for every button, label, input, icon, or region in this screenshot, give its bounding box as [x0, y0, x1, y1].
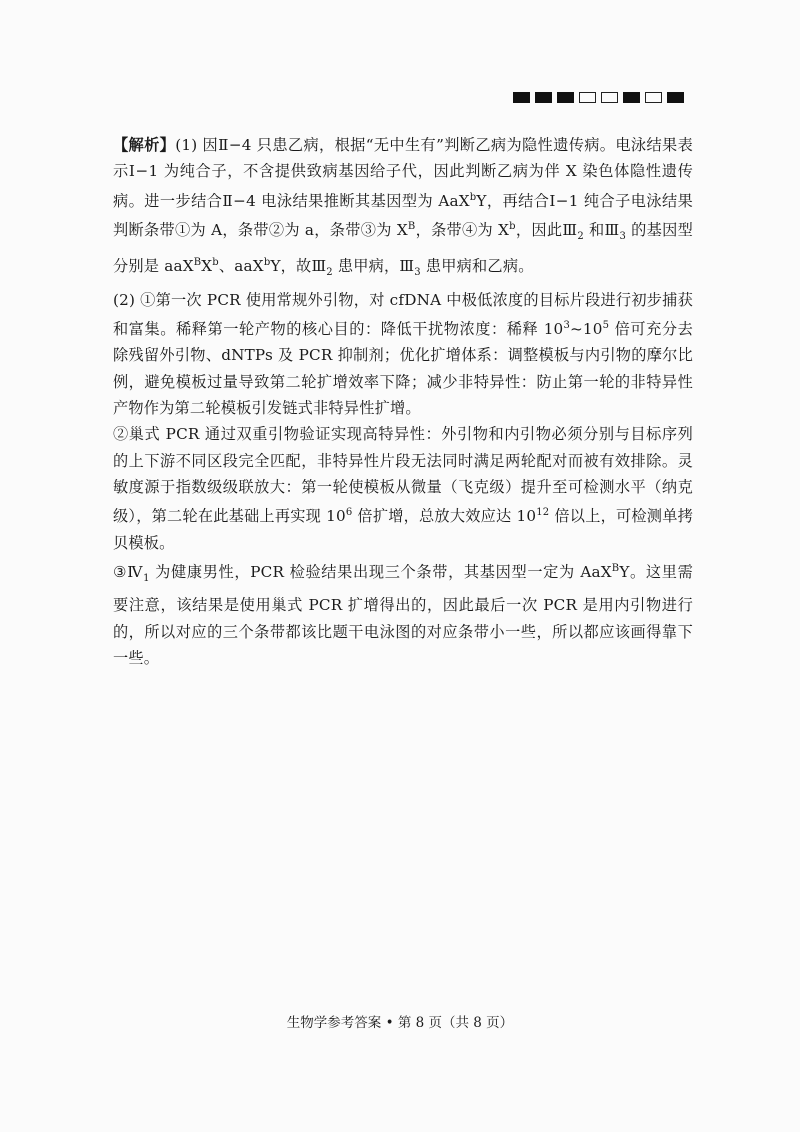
superscript: B: [407, 220, 416, 232]
header-marker-filled: [667, 92, 684, 103]
text-segment: 和Ⅲ: [583, 221, 620, 240]
text-segment: ②巢式 PCR 通过双重引物验证实现高特异性：外引物和内引物必须分别与目标序列的上下游不同区段完全匹配，非特异性片段无法同时满足两轮配对而被有效排除。灵敏度源于指数级级联放大：第一轮使模板从微量（飞克级）提升至可检测水平（纳克级），第二轮在此基础上再实现 10: [113, 425, 693, 526]
header-marker-filled: [513, 92, 530, 103]
superscript: 5: [602, 320, 610, 332]
text-segment: 的基因型分别是 aaX: [113, 221, 694, 276]
answer-content: [113, 132, 693, 671]
header-marker-filled: [623, 92, 640, 103]
superscript: 3: [563, 320, 570, 332]
text-segment: (1) 因Ⅱ−4 只患乙病，根据“无中生有”判断乙病为隐性遗传病。电泳结果表示Ⅰ−1 为纯合子，不含提供致病基因给子代，因此判断乙病为伴 X 染色体隐性遗传病。进一步结合Ⅱ−4 电泳结果推断其基因型为 AaX: [113, 136, 693, 210]
header-marker-empty: [645, 92, 662, 103]
superscript: 12: [536, 507, 550, 519]
header-marker-filled: [535, 92, 552, 103]
subscript: 2: [577, 231, 584, 243]
header-marker-filled: [557, 92, 574, 103]
text-segment: Y，再结合Ⅰ−1 纯合子电泳结果判断条带①为 A，条带②为 a，条带③为 X: [113, 191, 693, 240]
superscript: B: [193, 257, 202, 269]
text-segment: 、aaX: [218, 257, 264, 276]
subscript: 3: [619, 231, 627, 243]
superscript: b: [509, 220, 516, 232]
superscript: b: [469, 191, 477, 203]
superscript: 6: [345, 507, 353, 519]
section-label: 【解析】: [113, 136, 176, 154]
text-segment: 患甲病和乙病。: [420, 257, 534, 276]
text-segment: 倍以上，可检测单拷贝模板。: [113, 507, 693, 552]
answer-paragraph: [113, 132, 693, 287]
text-segment: ③Ⅳ: [113, 562, 144, 581]
text-segment: 倍可充分去除残留外引物、dNTPs 及 PCR 抑制剂；优化扩增体系：调整模板与内引物的摩尔比例，避免模板过量导致第二轮扩增效率下降；减少非特异性：防止第一轮的非特异性产物作为第二轮模板引发链式非特异性扩增。: [113, 320, 694, 417]
text-segment: ~10: [570, 320, 603, 339]
text-segment: 患甲病，Ⅲ: [332, 257, 415, 276]
text-segment: (2) ①第一次 PCR 使用常规外引物，对 cfDNA 中极低浓度的目标片段进行初步捕获和富集。稀释第一轮产物的核心目的：降低干扰物浓度：稀释 10: [113, 290, 693, 339]
text-segment: X: [201, 257, 213, 276]
answer-paragraph: [113, 287, 693, 422]
subscript: 2: [326, 267, 333, 279]
answer-paragraph: [113, 421, 693, 556]
text-segment: Y。这里需要注意，该结果是使用巢式 PCR 扩增得出的，因此最后一次 PCR 是用内引物进行的，所以对应的三个条带都该比题干电泳图的对应条带小一些，所以都应该画得靠下一些。: [113, 562, 693, 667]
answer-paragraph: [113, 556, 693, 671]
text-segment: 倍扩增，总放大效应达 10: [352, 507, 537, 526]
text-segment: ，条带④为 X: [415, 221, 510, 240]
subscript: 3: [414, 267, 421, 279]
subscript: 1: [143, 572, 150, 584]
text-segment: ，因此Ⅲ: [515, 221, 578, 240]
text-segment: 为健康男性，PCR 检验结果出现三个条带，其基因型一定为 AaX: [149, 562, 612, 581]
header-marker-empty: [579, 92, 596, 103]
page-marker-strip: [513, 92, 684, 103]
superscript: b: [263, 257, 271, 269]
header-marker-empty: [601, 92, 618, 103]
text-segment: Y，故Ⅲ: [270, 257, 327, 276]
superscript: b: [212, 257, 219, 269]
page-footer: 生物学参考答案 • 第 8 页（共 8 页）: [286, 1015, 514, 1031]
superscript: B: [611, 562, 620, 574]
